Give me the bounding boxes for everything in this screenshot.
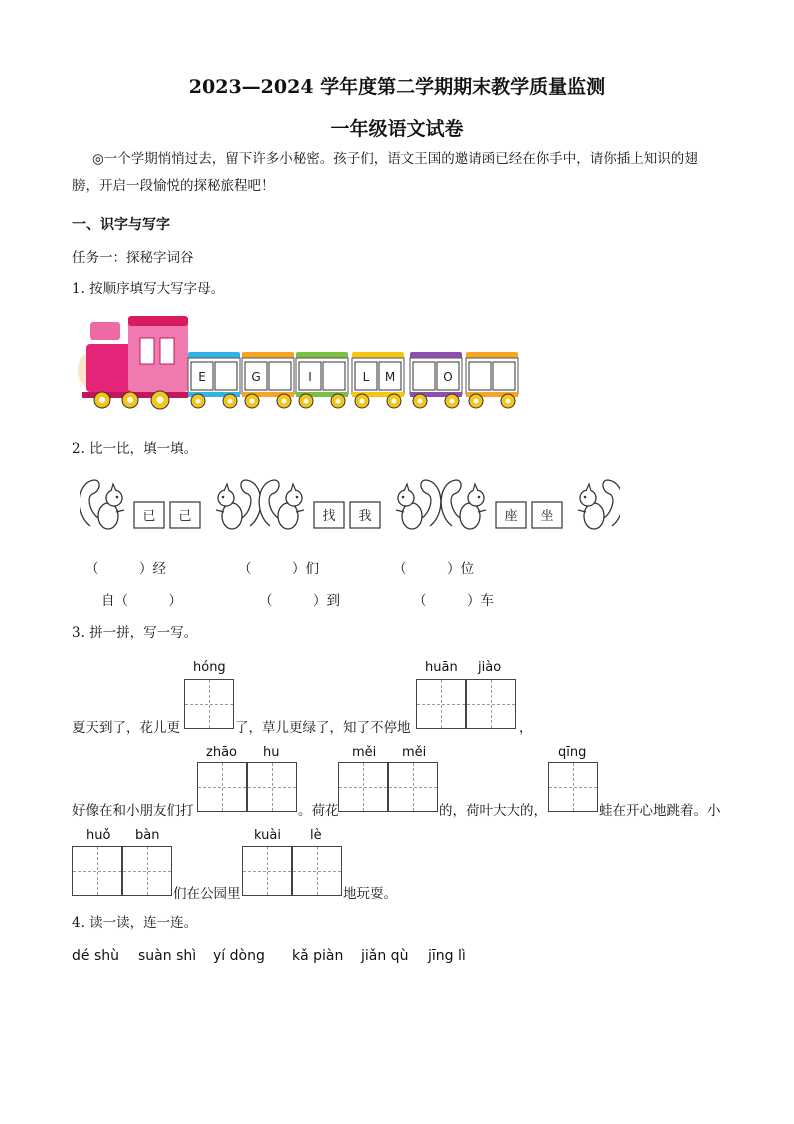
char-box-text: 找 [322, 509, 336, 524]
squirrel-icon [216, 480, 261, 529]
pinyin-mei-1: měi [352, 745, 377, 760]
train-car [410, 352, 462, 408]
char-box-text: 坐 [540, 509, 554, 524]
train-car [352, 352, 404, 408]
char-box-text: 己 [178, 509, 192, 524]
intro-paragraph: ◎一个学期悄悄过去，留下许多小秘密。孩子们，语文王国的邀请函已经在你手中，请你插上知识的翅膀，开启一段愉悦的探秘旅程吧！ [72, 151, 698, 194]
letter-slot-text: G [251, 370, 261, 384]
train-car [242, 352, 294, 408]
squirrel-icon [578, 480, 620, 529]
letter-slot[interactable] [493, 362, 515, 390]
train-chimney [90, 322, 120, 340]
q3-line3-b: 们在公园里 [173, 886, 241, 902]
q2-row1-item3: （ ）位 [393, 561, 474, 577]
q2-row2-item2: （ ）到 [259, 593, 340, 609]
letter-slot[interactable] [323, 362, 345, 390]
train-car [466, 352, 518, 408]
pinyin-huan: huān [425, 660, 458, 675]
pinyin-huo: huǒ [86, 828, 111, 843]
pinyin-mei-2: měi [402, 745, 427, 760]
task-label: 任务一：探秘字词谷 [72, 250, 194, 266]
squirrel-icon [259, 480, 304, 529]
q4-pinyin-5: jiǎn qù [361, 948, 409, 964]
train-car [296, 352, 348, 408]
q2-row2-item1: 自（ ） [101, 593, 182, 609]
squirrel-icon [80, 480, 124, 529]
char-box-text: 座 [504, 509, 518, 524]
pinyin-le: lè [310, 828, 322, 843]
pinyin-ban: bàn [135, 828, 160, 843]
exam-title: 2023—2024 学年度第二学期期末教学质量监测 [188, 76, 606, 98]
q2-row1-item1: （ ）经 [85, 561, 166, 577]
letter-slot[interactable] [413, 362, 435, 390]
train-illustration [72, 312, 532, 412]
section-heading: 一、识字与写字 [72, 217, 170, 233]
pinyin-jiao: jiào [478, 660, 502, 675]
letter-slot[interactable] [215, 362, 237, 390]
letter-slot-text: L [362, 370, 370, 384]
question-1-label: 1. 按顺序填写大写字母。 [72, 281, 225, 297]
question-2-label: 2. 比一比，填一填。 [72, 441, 198, 457]
char-box-text: 已 [142, 509, 156, 524]
q3-line1-a: 夏天到了，花儿更 [72, 720, 180, 736]
pinyin-kuai: kuài [254, 828, 281, 843]
locomotive [78, 316, 188, 398]
q4-pinyin-6: jīng lì [428, 948, 466, 964]
q3-line1-c: ， [519, 720, 533, 736]
letter-slot[interactable] [469, 362, 491, 390]
squirrel-icon [441, 480, 486, 529]
q3-line3-c: 地玩耍。 [343, 886, 397, 902]
letter-slot[interactable] [269, 362, 291, 390]
letter-slot-text: E [198, 370, 206, 384]
letter-slot-text: M [384, 370, 396, 384]
q3-line1-b: 了，草儿更绿了，知了不停地 [235, 720, 411, 736]
letter-slot-text: I [308, 370, 312, 384]
q4-pinyin-3: yí dòng [213, 948, 265, 964]
question-3-label: 3. 拼一拼，写一写。 [72, 625, 198, 641]
q4-pinyin-2: suàn shì [138, 948, 197, 964]
q2-row2-item3: （ ）车 [413, 593, 494, 609]
squirrel-pairs [80, 474, 620, 538]
q3-line2-b: 。荷花 [298, 803, 339, 819]
squirrel-icon [396, 480, 441, 529]
q3-line2-c: 的，荷叶大大的， [439, 803, 547, 819]
question-4-label: 4. 读一读，连一连。 [72, 915, 198, 931]
pinyin-qing: qīng [558, 745, 587, 760]
pinyin-hu: hu [263, 745, 280, 760]
pinyin-hong: hóng [193, 660, 226, 675]
letter-slot-text: O [443, 370, 453, 384]
pinyin-zhao: zhāo [206, 745, 237, 760]
exam-subtitle: 一年级语文试卷 [330, 118, 464, 140]
q4-pinyin-1: dé shù [72, 948, 119, 964]
q3-line2-d: 蛙在开心地跳着。小 [599, 803, 721, 819]
q4-pinyin-4: kǎ piàn [292, 948, 344, 964]
char-compare-group [259, 480, 441, 529]
char-compare-group [441, 480, 620, 529]
q2-row1-item2: （ ）们 [238, 561, 319, 577]
locomotive-wheels [94, 391, 169, 409]
q3-line2-a: 好像在和小朋友们打 [72, 803, 194, 819]
train-car [188, 352, 240, 408]
char-compare-group [80, 480, 261, 529]
char-box-text: 我 [358, 509, 372, 524]
train-cars [188, 352, 518, 408]
